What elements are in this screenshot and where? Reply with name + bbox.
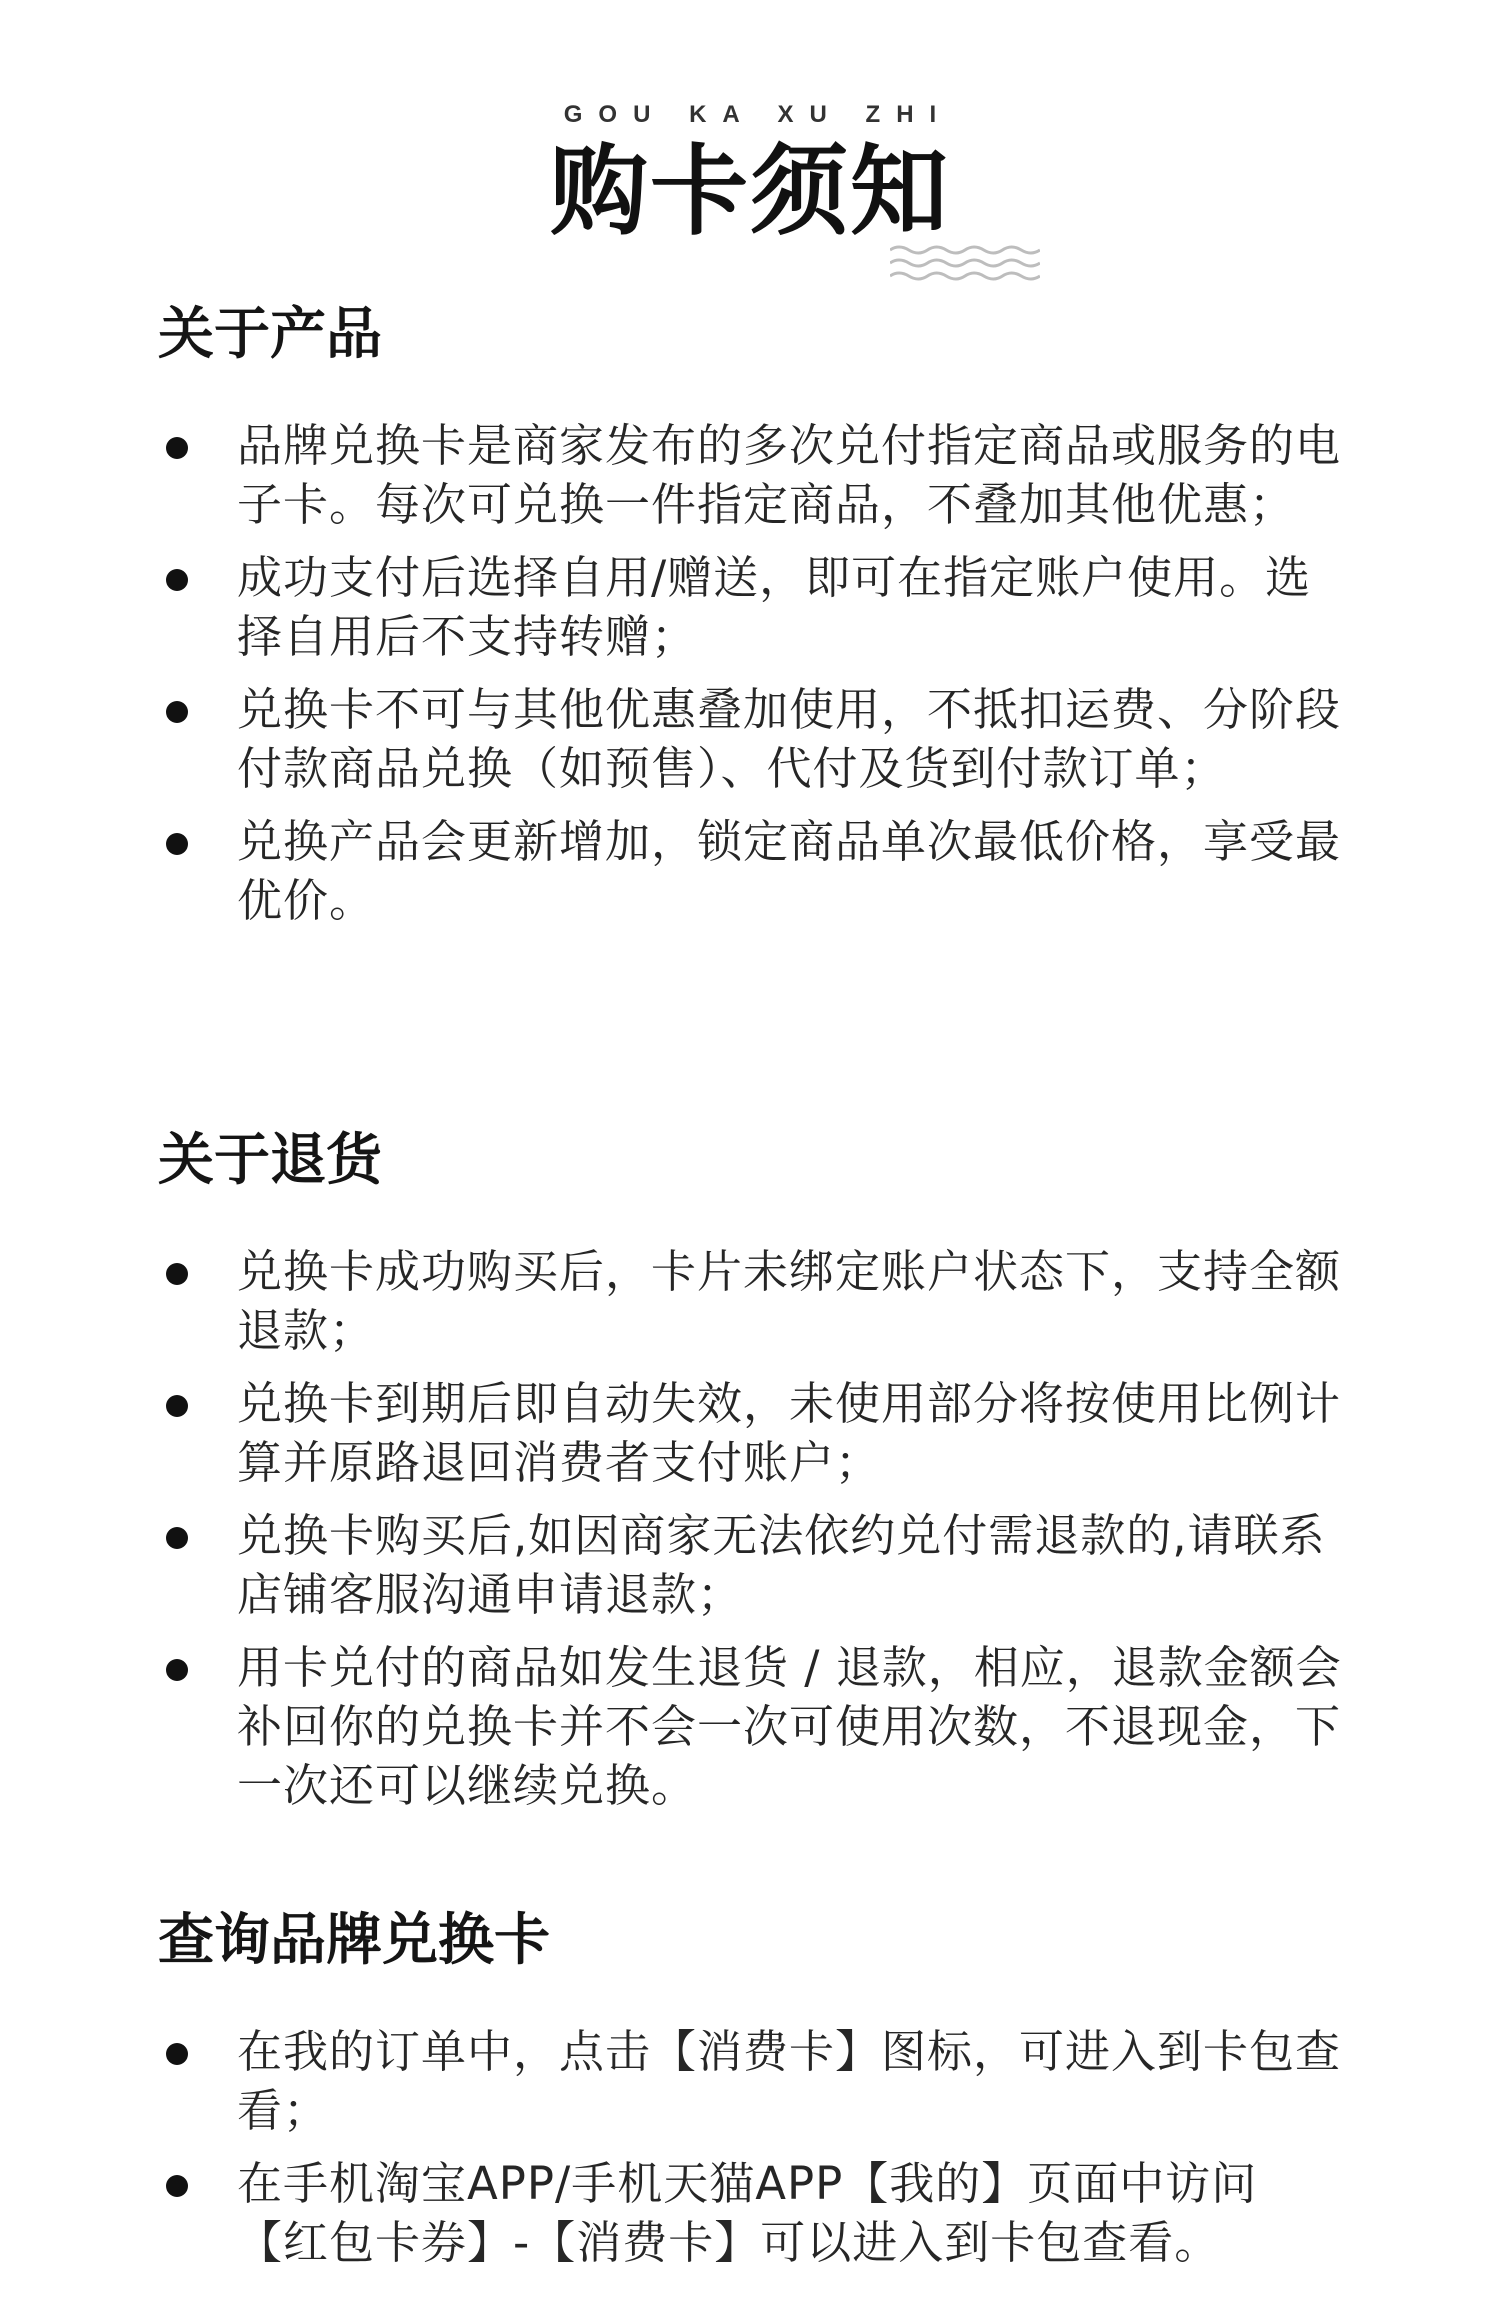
list-item <box>0 1506 1349 1624</box>
list-item <box>0 2022 1349 2140</box>
list-item <box>0 548 1349 666</box>
list-item <box>0 1374 1349 1492</box>
section-list <box>0 2022 1500 2286</box>
page-header <box>0 100 1500 252</box>
list-item-text: 兑换卡成功购买后，卡片未绑定账户状态下，支持全额退款； <box>237 1245 1342 1357</box>
bullet-icon <box>166 701 188 723</box>
list-item-text: 成功支付后选择自用/赠送，即可在指定账户使用。选择自用后不支持转赠； <box>237 551 1312 663</box>
bullet-icon <box>166 2043 188 2065</box>
section-title: 查询品牌兑换卡 <box>158 1908 550 1973</box>
bullet-icon <box>166 1263 188 1285</box>
list-item <box>0 1242 1349 1360</box>
list-item <box>0 812 1349 930</box>
page-subtitle: GOU KA XU ZHI <box>563 101 953 128</box>
bullet-icon <box>166 1527 188 1549</box>
section-title: 关于退货 <box>158 1128 382 1193</box>
list-item-text: 品牌兑换卡是商家发布的多次兑付指定商品或服务的电子卡。每次可兑换一件指定商品，不叠加其他优惠； <box>237 419 1342 531</box>
list-item-text: 兑换卡到期后即自动失效，未使用部分将按使用比例计算并原路退回消费者支付账户； <box>237 1377 1342 1489</box>
list-item <box>0 2154 1349 2272</box>
list-item-text: 在手机淘宝APP/手机天猫APP【我的】页面中访问【红包卡券】-【消费卡】可以进入到卡包查看。 <box>237 2157 1258 2269</box>
list-item <box>0 1638 1349 1815</box>
list-item-text: 在我的订单中，点击【消费卡】图标，可进入到卡包查看； <box>237 2025 1342 2137</box>
section-title: 关于产品 <box>158 302 382 367</box>
bullet-icon <box>166 1659 188 1681</box>
section-list <box>0 416 1500 944</box>
list-item <box>0 416 1349 534</box>
list-item-text: 兑换卡购买后,如因商家无法依约兑付需退款的,请联系店铺客服沟通申请退款； <box>237 1509 1326 1621</box>
bullet-icon <box>166 569 188 591</box>
bullet-icon <box>166 437 188 459</box>
bullet-icon <box>166 1395 188 1417</box>
page-title: 购卡须知 <box>549 135 950 249</box>
list-item-text: 兑换卡不可与其他优惠叠加使用，不抵扣运费、分阶段付款商品兑换（如预售）、代付及货到付款订单； <box>237 683 1342 795</box>
list-item-text: 用卡兑付的商品如发生退货 / 退款，相应，退款金额会补回你的兑换卡并不会一次可使用次数，不退现金，下一次还可以继续兑换。 <box>237 1641 1342 1812</box>
wave-decoration-icon <box>890 242 1040 284</box>
list-item <box>0 680 1349 798</box>
bullet-icon <box>166 833 188 855</box>
bullet-icon <box>166 2175 188 2197</box>
section-list <box>0 1242 1500 1829</box>
list-item-text: 兑换产品会更新增加，锁定商品单次最低价格，享受最优价。 <box>237 815 1342 927</box>
